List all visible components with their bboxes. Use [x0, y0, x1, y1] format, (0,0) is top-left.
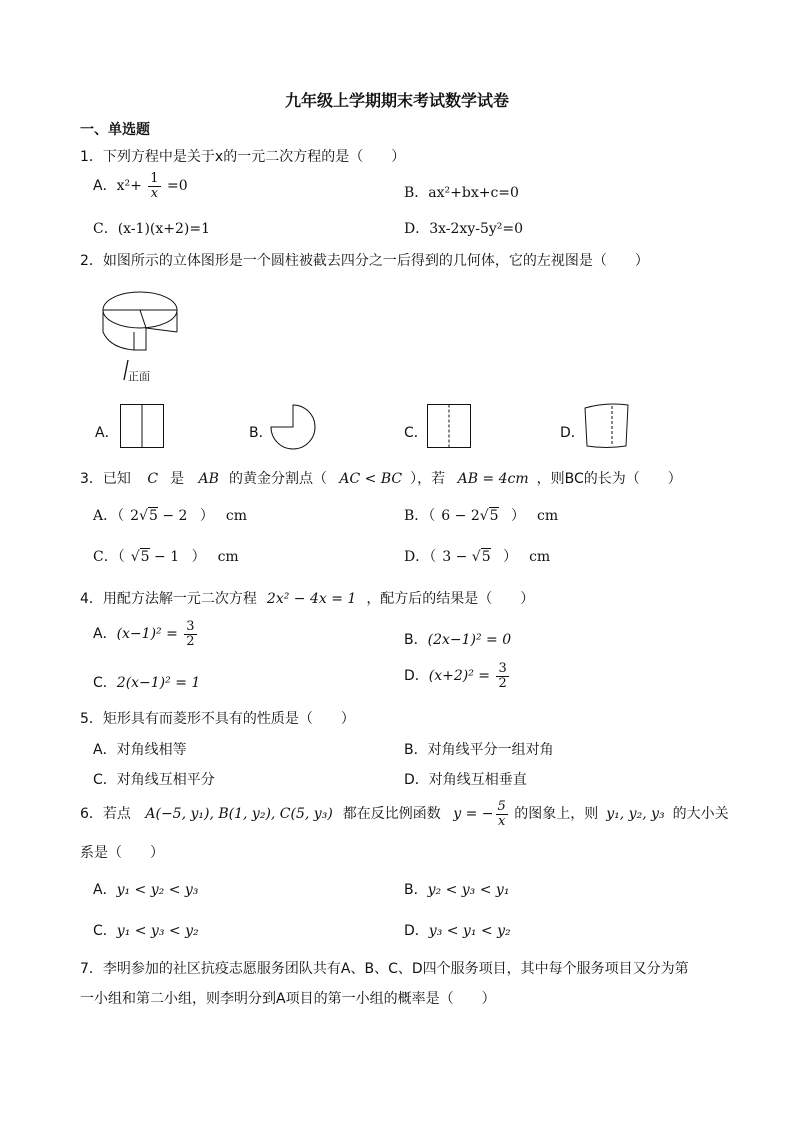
q1-option-c[interactable]: C．(x-1)(x+2)=1 — [93, 221, 211, 237]
q5-option-c[interactable]: C．对角线互相平分 — [93, 772, 215, 788]
q3-option-a[interactable]: A．（ 2√5 − 2 ） cm — [93, 508, 248, 524]
q2-option-b[interactable]: B． — [249, 425, 273, 441]
question-3-stem: 3．已知 C 是 AB 的黄金分割点（ AC < BC ），若 AB = 4cm ，则BC的长为（ ） — [80, 471, 682, 487]
q2-option-d-figure — [584, 402, 632, 450]
q1-option-b[interactable]: B．ax²+bx+c=0 — [404, 185, 519, 201]
front-label: 正面 — [128, 370, 150, 383]
q4-option-b[interactable]: B．(2x−1)² = 0 — [404, 632, 512, 648]
q6-option-b[interactable]: B．y₂ < y₃ < y₁ — [404, 882, 510, 898]
question-6-stem: 6．若点 A(−5, y₁), B(1, y₂), C(5, y₃) 都在反比例函数 y = − $\frac{5}{x}$ 的图象上，则 y₁, y₂, y₃ 的大小关 — [80, 799, 729, 829]
question-5-stem: 5．矩形具有而菱形不具有的性质是（ ） — [80, 711, 355, 727]
question-7-stem-cont: 一小组和第二小组，则李明分到A项目的第一小组的概率是（ ） — [80, 991, 496, 1007]
question-4-stem: 4．用配方法解一元二次方程 2x² − 4x = 1 ，配方后的结果是（ ） — [80, 591, 535, 607]
q6-option-d[interactable]: D．y₃ < y₁ < y₂ — [404, 923, 511, 939]
q3-option-b[interactable]: B．（ 6 − 2√5 ） cm — [404, 508, 559, 524]
q1-option-d[interactable]: D．3x-2xy-5y²=0 — [404, 221, 524, 237]
question-1-stem: 1．下列方程中是关于x的一元二次方程的是（ ） — [80, 149, 406, 165]
q2-option-c-figure — [427, 404, 473, 450]
question-7-stem: 7．李明参加的社区抗疫志愿服务团队共有A、B、C、D四个服务项目，其中每个服务项目又分为第 — [80, 961, 689, 977]
page-title: 九年级上学期期末考试数学试卷 — [284, 91, 509, 110]
q6-option-a[interactable]: A．y₁ < y₂ < y₃ — [93, 882, 199, 898]
question-6-stem-cont: 系是（ ） — [80, 845, 164, 861]
q5-option-b[interactable]: B．对角线平分一组对角 — [404, 742, 554, 758]
q2-option-b-figure — [270, 404, 318, 452]
question-2-stem: 2．如图所示的立体图形是一个圆柱被截去四分之一后得到的几何体，它的左视图是（ ） — [80, 253, 649, 269]
section-heading: 一、单选题 — [80, 122, 150, 138]
q2-option-c[interactable]: C． — [404, 425, 428, 441]
q4-option-d[interactable]: D．(x+2)² = $\frac{3}{2}$ — [404, 661, 507, 691]
q3-option-c[interactable]: C．（ √5 − 1 ） cm — [93, 549, 239, 565]
q5-option-a[interactable]: A．对角线相等 — [93, 742, 187, 758]
q2-option-a-figure — [120, 404, 166, 450]
q2-option-a[interactable]: A． — [95, 425, 119, 441]
q4-option-c[interactable]: C．2(x−1)² = 1 — [93, 675, 201, 691]
q6-option-c[interactable]: C．y₁ < y₃ < y₂ — [93, 923, 199, 939]
q2-option-d[interactable]: D． — [560, 425, 585, 441]
q1-fraction: $\frac{1}{x}$ — [150, 171, 159, 201]
q1-option-a[interactable]: A．x²+ $\frac{1}{x}$ =0 — [93, 171, 188, 201]
q4-option-a[interactable]: A．(x−1)² = $\frac{3}{2}$ — [93, 619, 195, 649]
q3-option-d[interactable]: D．（ 3 − √5 ） cm — [404, 549, 551, 565]
q5-option-d[interactable]: D．对角线互相垂直 — [404, 772, 527, 788]
